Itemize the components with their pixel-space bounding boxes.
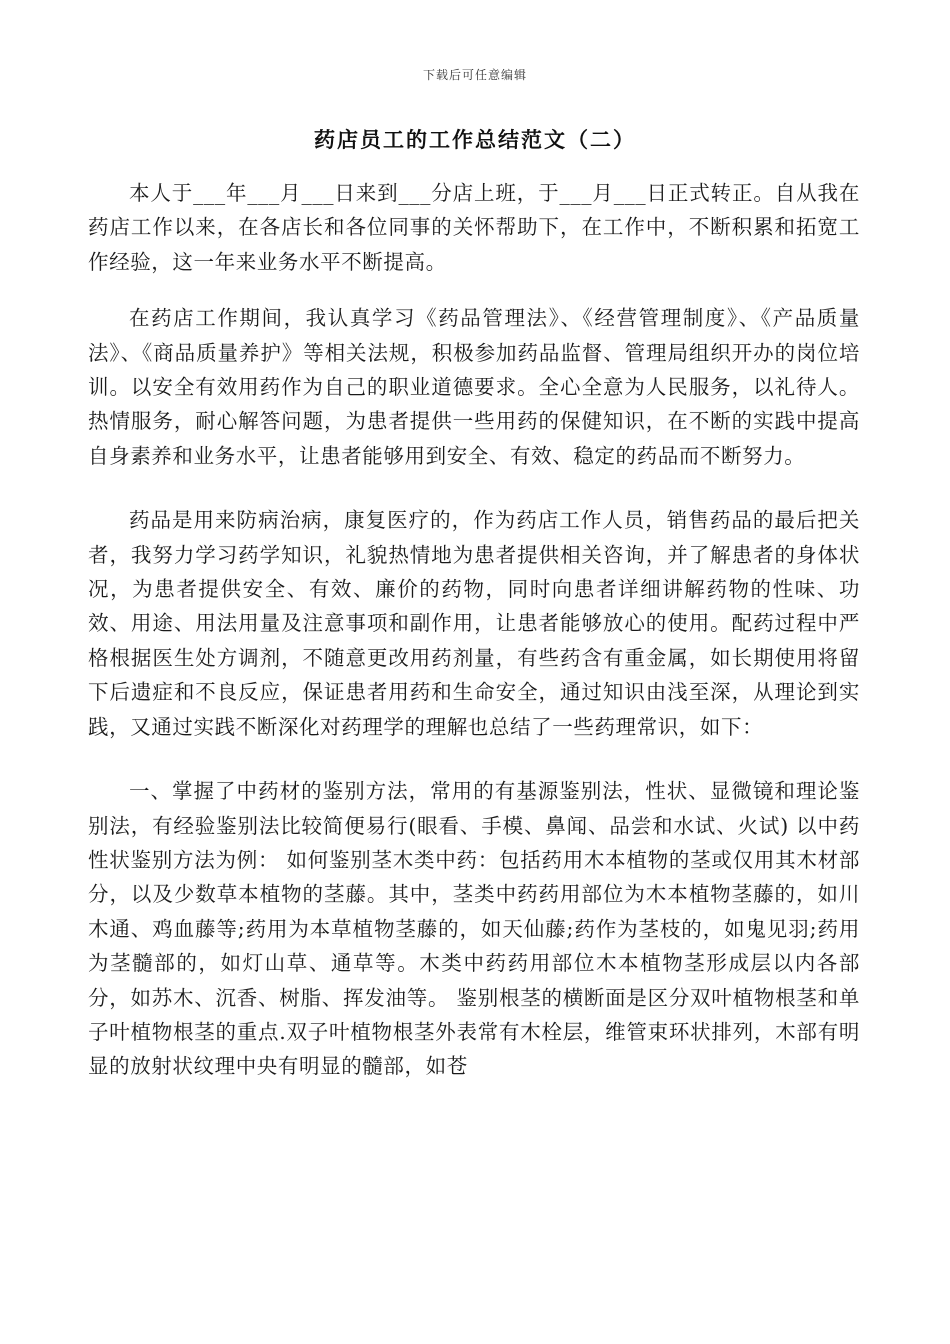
document-title: 药店员工的工作总结范文（二） [314,127,636,152]
paragraph-intro: 本人于___年___月___日来到___分店上班，于___月___日正式转正。自从我在药店工作以来，在各店长和各位同事的关怀帮助下，在工作中，不断积累和拓宽工作经验，这一年来业务水平不断提高。 [88,181,860,274]
paragraph-identification: 一、掌握了中药材的鉴别方法，常用的有基源鉴别法，性状、显微镜和理论鉴别法，有经验鉴别法比较简便易行(眼看、手模、鼻闻、品尝和水试、火试) 以中药性状鉴别方法为例： 如何鉴别茎木类中药：包括药用木本植物的茎或仅用其木材部分，以及少数草本植物的茎藤。其中，茎类中药药用部位为木本植物茎藤的，如川木通、鸡血藤等;药用为本草植物茎藤的，如天仙藤;药作为茎枝的，如鬼见羽;药用为茎髓部的，如灯山草、通草等。木类中药药用部位木本植物茎形成层以内各部分，如苏木、沉香、树脂、挥发油等。 鉴别根茎的横断面是区分双叶植物根茎和单子叶植物根茎的重点.双子叶植物根茎外表常有木栓层，维管束环状排列，木部有明显的放射状纹理中央有明显的髓部，如苍 [88,779,860,1079]
document-body [88,176,860,1114]
header-note: 下载后可任意编辑 [422,68,527,82]
paragraph-study: 在药店工作期间，我认真学习《药品管理法》、《经营管理制度》、《产品质量法》、《商品质量养护》等相关法规，积极参加药品监督、管理局组织开办的岗位培训。以安全有效用药作为自己的职业道德要求。全心全意为人民服务，以礼待人。热情服务，耐心解答问题，为患者提供一些用药的保健知识，在不断的实践中提高自身素养和业务水平，让患者能够用到安全、有效、稳定的药品而不断努力。 [88,306,860,468]
paragraph-service: 药品是用来防病治病，康复医疗的，作为药店工作人员，销售药品的最后把关者，我努力学习药学知识，礼貌热情地为患者提供相关咨询，并了解患者的身体状况，为患者提供安全、有效、廉价的药物，同时向患者详细讲解药物的性味、功效、用途、用法用量及注意事项和副作用，让患者能够放心的使用。配药过程中严格根据医生处方调剂，不随意更改用药剂量，有些药含有重金属，如长期使用将留下后遗症和不良反应，保证患者用药和生命安全，通过知识由浅至深，从理论到实践，又通过实践不断深化对药理学的理解也总结了一些药理常识，如下： [88,508,860,739]
